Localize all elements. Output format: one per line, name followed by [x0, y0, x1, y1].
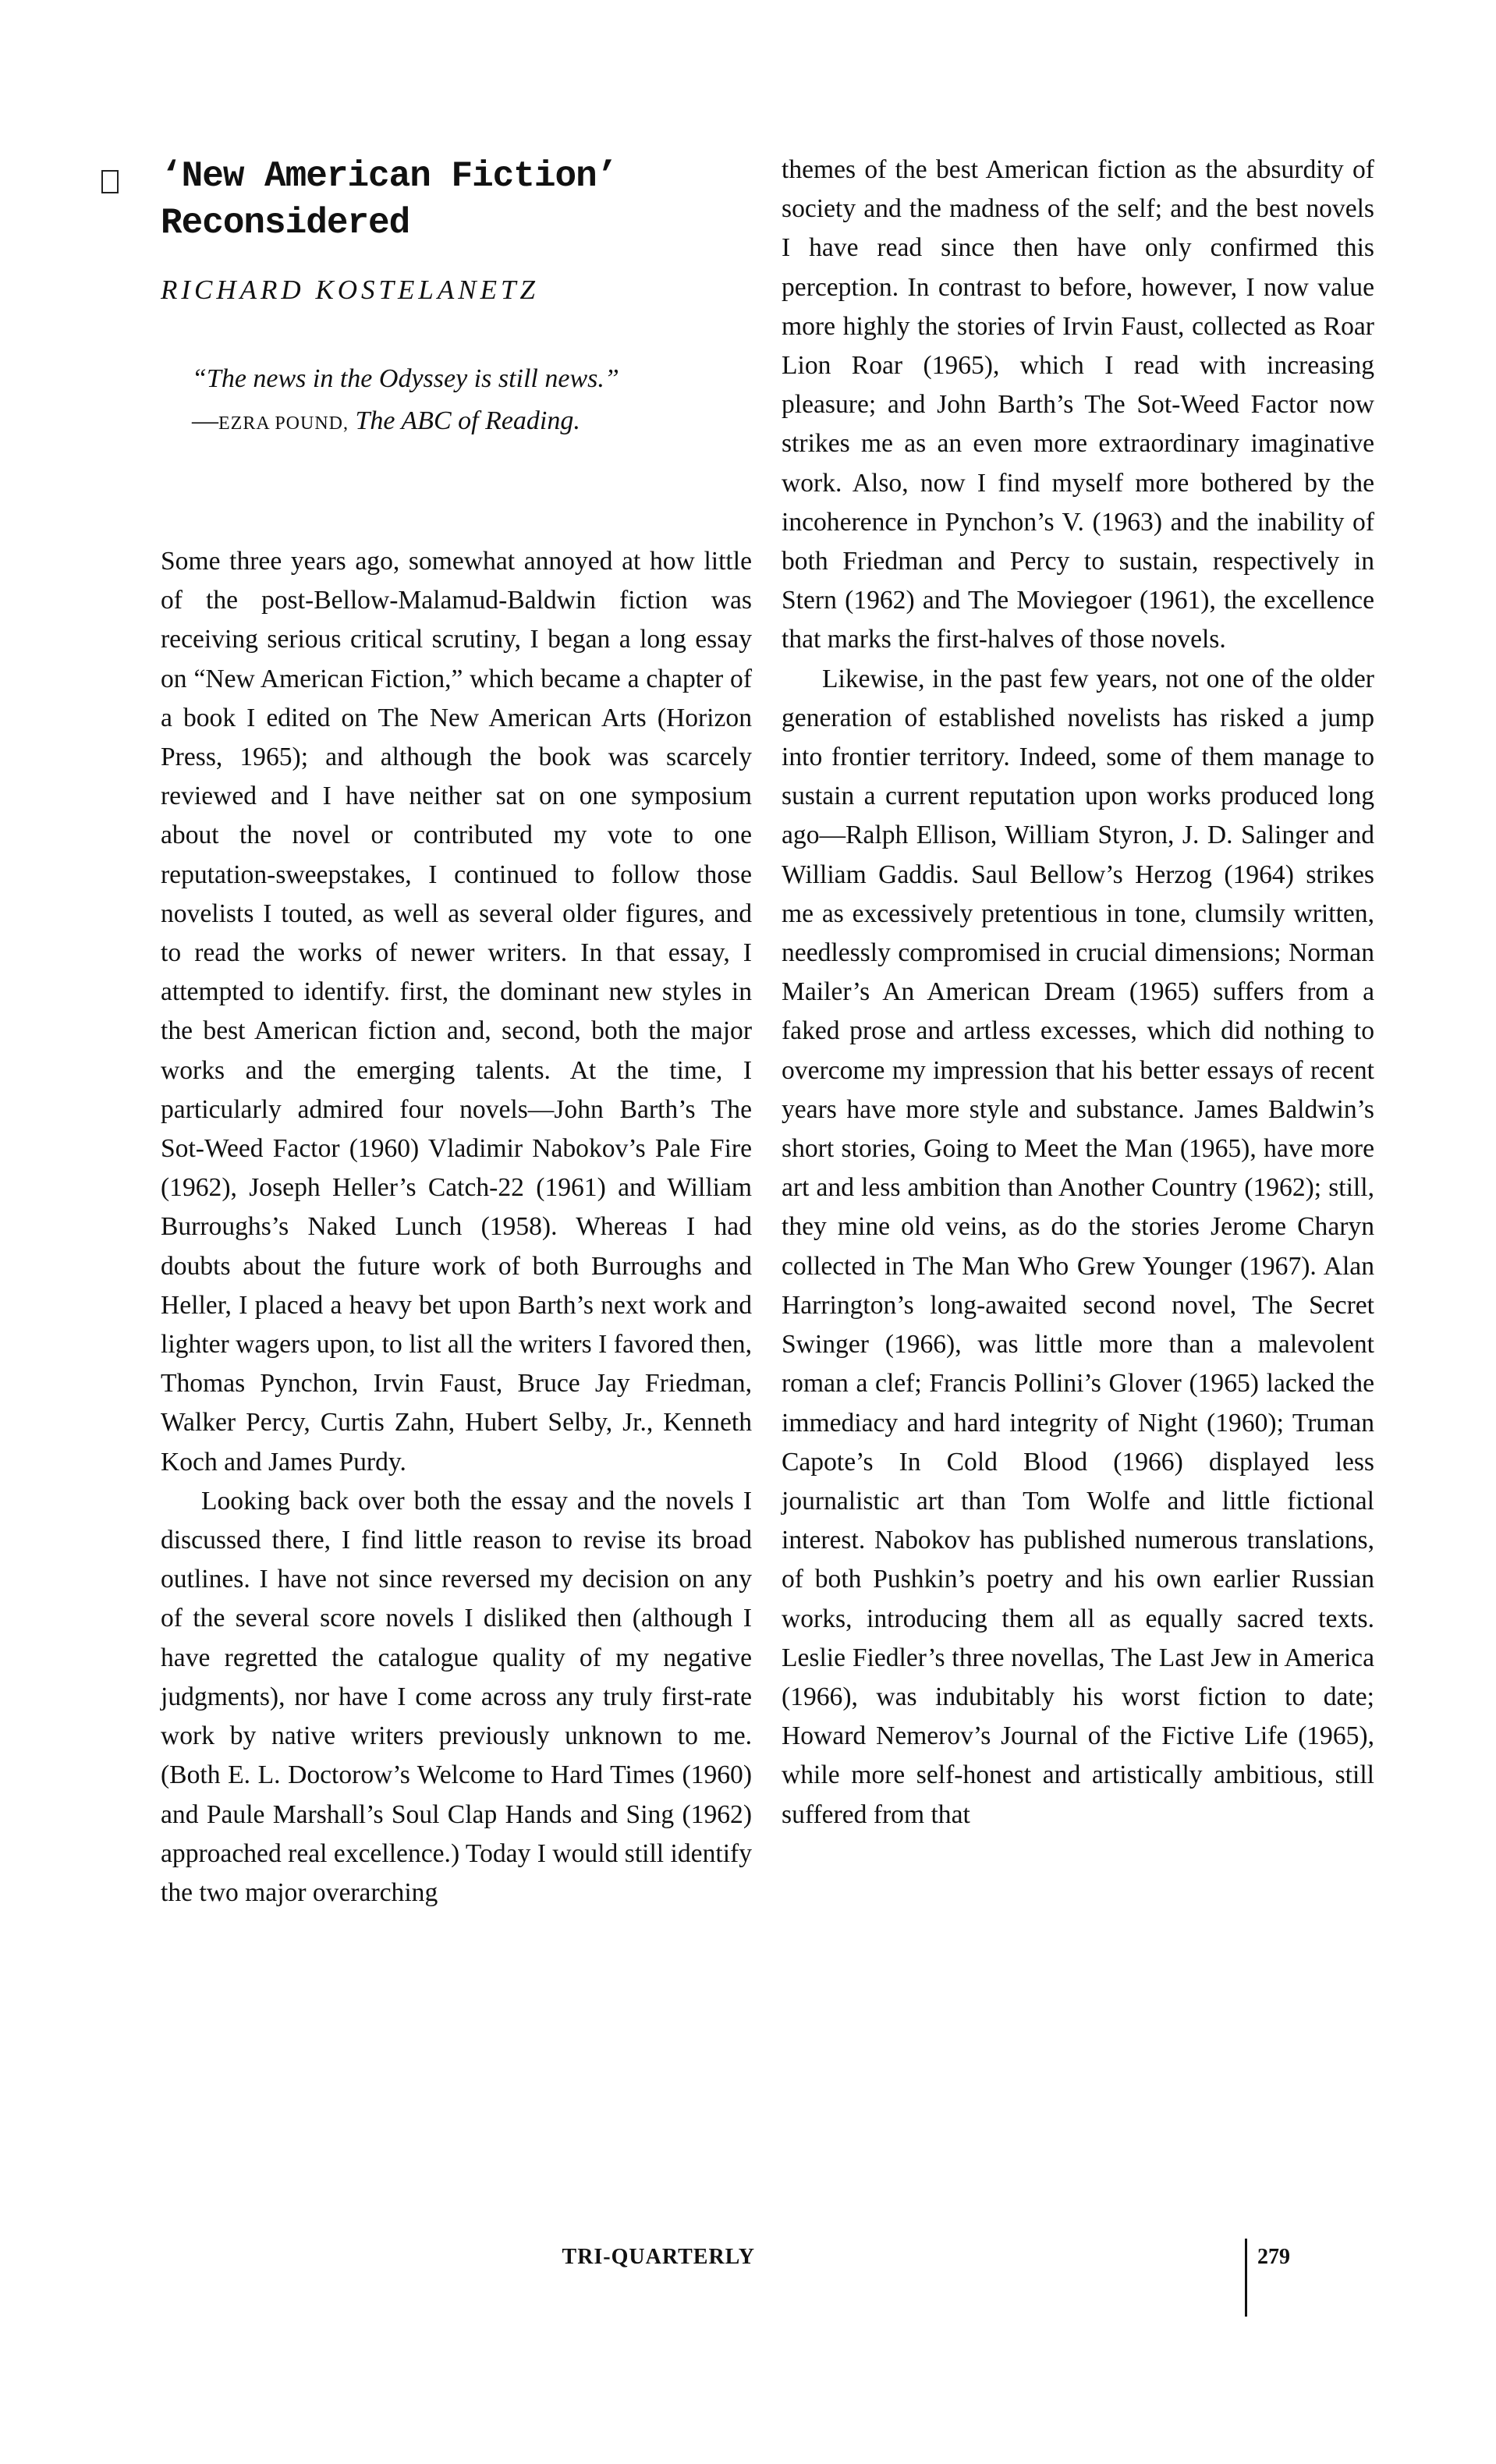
epigraph-quote: “The news in the Odyssey is still news.”	[192, 364, 619, 393]
body-paragraph: Some three years ago, somewhat annoyed at how little of the post-Bellow-Malamud-Baldwin fiction was receiving serious critical scrutiny, I began a long essay on “New American Fiction,” which became a chapter of a book I edited on The New American Arts (Horizon Press, 1965); and although the book was scarcely reviewed and I have neither sat on one symposium about the novel or contributed my vote to one reputation-sweepstakes, I continued to follow those novelists I touted, as well as several older figures, and to read the works of newer writers. In that essay, I attempted to identify. first, the dominant new styles in the best American fiction and, second, both the major works and the emerging talents. At the time, I particularly admired four novels—John Barth’s The Sot-Weed Factor (1960) Vladimir Nabokov’s Pale Fire (1962), Joseph Heller’s Catch-22 (1961) and William Burroughs’s Naked Lunch (1958). Whereas I had doubts about the future work of both Burroughs and Heller, I placed a heavy bet upon Barth’s next work and lighter wagers upon, to list all the writers I favored then, Thomas Pynchon, Irvin Faust, Bruce Jay Friedman, Walker Percy, Curtis Zahn, Hubert Selby, Jr., Kenneth Koch and James Purdy.	[161, 547, 752, 1477]
author-byline: RICHARD KOSTELANETZ	[161, 275, 539, 305]
right-column-body	[782, 151, 1374, 1835]
left-column-body	[161, 542, 752, 1913]
article-title	[161, 153, 617, 246]
body-paragraph: Looking back over both the essay and the novels I discussed there, I find little reason to revise its broad outlines. I have not since reversed my decision on any of the several score novels I disliked then (although I have regretted the catalogue quality of my negative judgments), nor have I come across any truly first-rate work by native writers previously unknown to me. (Both E. L. Doctorow’s Welcome to Hard Times (1960) and Paule Marshall’s Soul Clap Hands and Sing (1962) approached real excellence.) Today I would still identify the two major overarching	[161, 1486, 752, 1907]
article-title-line-1: ‘New American Fiction’	[161, 156, 618, 197]
body-paragraph: themes of the best American fiction as the absurdity of society and the madness of the self; and the best novels I have read since then have only confirmed this perception. In contrast to before, however, I now value more highly the stories of Irvin Faust, collected as Roar Lion Roar (1965), which I read with increasing pleasure; and John Barth’s The Sot-Weed Factor now strikes me as an even more extraordinary imaginative work. Also, now I find myself more bothered by the incoherence in Pynchon’s V. (1963) and the inability of both Friedman and Percy to sustain, respectively in Stern (1962) and The Moviegoer (1961), the excellence that marks the first-halves of those novels.	[782, 155, 1374, 654]
footer-divider	[1245, 2239, 1247, 2317]
epigraph-book: The ABC of Reading.	[355, 406, 580, 435]
body-paragraph: Likewise, in the past few years, not one of the older generation of established novelists has risked a jump into frontier territory. Indeed, some of them manage to sustain a current reputation upon works produced long ago—Ralph Ellison, William Styron, J. D. Salinger and William Gaddis. Saul Bellow’s Herzog (1964) strikes me as excessively pretentious in tone, clumsily written, needlessly compromised in crucial dimensions; Norman Mailer’s An American Dream (1965) suffers from a faked prose and artless excesses, which did nothing to overcome my impression that his better essays of recent years have more style and substance. James Baldwin’s short stories, Going to Meet the Man (1965), have more art and less ambition than Another Country (1962); still, they mine old veins, as do the stories Jerome Charyn collected in The Man Who Grew Younger (1967). Alan Harrington’s long-awaited second novel, The Secret Swinger (1966), was little more than a malevolent roman a clef; Francis Pollini’s Glover (1965) lacked the immediacy and hard integrity of Night (1960); Truman Capote’s In Cold Blood (1966) displayed less journalistic art than Tom Wolfe and little fictional interest. Nabokov has published numerous translations, of both Pushkin’s poetry and his own earlier Russian works, introducing them all as equally sacred texts. Leslie Fiedler’s three novellas, The Last Jew in America (1966), was indubitably his worst fiction to date; Howard Nemerov’s Journal of the Fictive Life (1965), while more self-honest and artistically ambitious, still suffered from that	[782, 664, 1374, 1829]
page-number: 279	[1257, 2245, 1290, 2269]
epigraph	[192, 360, 769, 442]
article-title-line-2: Reconsidered	[161, 203, 410, 243]
epigraph-source	[192, 402, 769, 442]
section-box-icon	[101, 170, 119, 193]
journal-name: TRI-QUARTERLY	[562, 2245, 755, 2269]
epigraph-author: EZRA POUND,	[218, 413, 349, 434]
epigraph-dash: —	[192, 406, 218, 435]
